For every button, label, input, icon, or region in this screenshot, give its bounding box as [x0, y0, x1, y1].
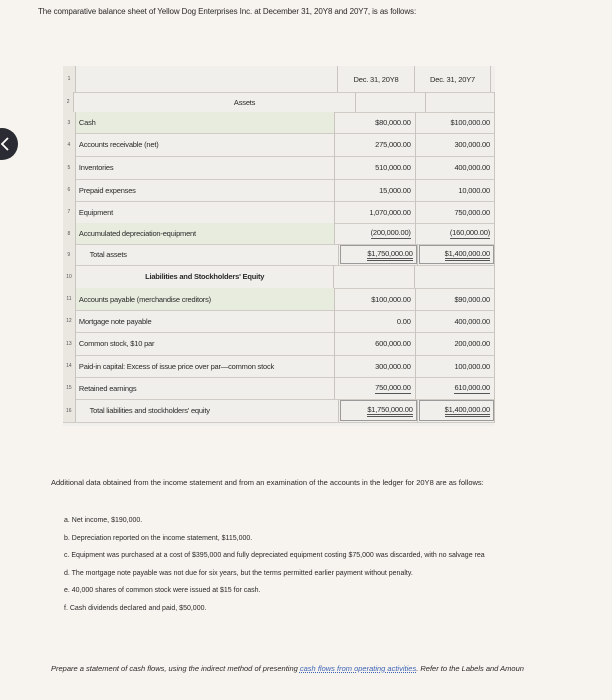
- value-2017-text: $90,000.00: [454, 294, 490, 304]
- row-label: Mortgage note payable: [76, 310, 336, 332]
- table-row: [63, 133, 495, 157]
- value-2018-text: (200,000.00): [370, 228, 411, 237]
- value-2018-text: $100,000.00: [371, 294, 411, 304]
- value-2017: [416, 201, 495, 223]
- row-number: 16: [63, 399, 76, 422]
- assets-heading-row: [63, 92, 495, 113]
- chevron-left-icon: [0, 137, 11, 151]
- value-2017: [416, 355, 495, 377]
- value-2017-text: $1,400,000.00: [445, 249, 490, 261]
- value-2018-text: 0.00: [396, 316, 411, 326]
- value-2017-text: 610,000.00: [454, 382, 490, 392]
- value-2018-text: 510,000.00: [375, 163, 411, 172]
- row-number: 12: [63, 310, 76, 332]
- row-number: 3: [63, 112, 76, 133]
- value-2018: [335, 156, 415, 179]
- value-2018: [335, 179, 415, 201]
- value-2017: [416, 112, 495, 133]
- row-label: Liabilities and Stockholders' Equity: [76, 265, 334, 288]
- value-2017-text: 200,000.00: [454, 339, 490, 348]
- table-row: [63, 332, 495, 356]
- value-2017: [416, 288, 495, 310]
- list-item: f. Cash dividends declared and paid, $50,000.: [64, 604, 207, 612]
- value-2017-text: 300,000.00: [454, 140, 490, 149]
- table-row: [63, 399, 495, 423]
- back-button[interactable]: [0, 128, 18, 160]
- value-2018-text: $1,750,000.00: [367, 249, 412, 261]
- table-row: [63, 156, 495, 180]
- value-2018: [335, 355, 415, 377]
- table-row: [63, 244, 495, 266]
- table-row: [63, 223, 495, 245]
- row-number: 1: [63, 66, 76, 92]
- operating-activities-link[interactable]: cash flows from operating activities: [299, 664, 417, 673]
- instruction-before: Prepare a statement of cash flows, using the indirect method of presenting: [51, 664, 300, 673]
- value-2018-text: $80,000.00: [375, 118, 411, 127]
- value-2018: [335, 332, 415, 355]
- value-2018: [335, 133, 415, 156]
- instruction-after: . Refer to the Labels and Amoun: [416, 664, 524, 673]
- row-label: Cash: [76, 112, 336, 133]
- row-number: 4: [63, 133, 76, 156]
- value-2018-text: 1,070,000.00: [369, 207, 411, 217]
- value-2018: [339, 399, 417, 422]
- table-row: [63, 265, 495, 289]
- row-number: 7: [63, 201, 76, 223]
- value-2018: [339, 244, 417, 265]
- row-number: 2: [63, 92, 74, 112]
- value-2017: [416, 156, 495, 179]
- list-item: a. Net income, $190,000.: [64, 517, 143, 524]
- assets-heading: Assets: [74, 92, 356, 112]
- value-2017: [418, 399, 495, 422]
- row-label: Prepaid expenses: [76, 179, 336, 201]
- value-2017-text: 400,000.00: [454, 316, 490, 326]
- value-2018: [335, 112, 415, 133]
- value-2018-text: 600,000.00: [375, 339, 411, 348]
- row-number: 9: [63, 244, 76, 265]
- value-2017: [415, 265, 495, 288]
- row-label: Common stock, $10 par: [76, 332, 336, 355]
- value-2018: [334, 265, 415, 288]
- value-2017-text: (160,000.00): [449, 228, 490, 237]
- value-cell: [356, 92, 426, 112]
- row-number: 10: [63, 265, 76, 288]
- value-2017-text: 100,000.00: [454, 361, 490, 371]
- row-number: 15: [63, 377, 76, 399]
- value-2017-text: 10,000.00: [458, 185, 490, 195]
- list-item: d. The mortgage note payable was not due for six years, but the terms permitted earlier payment without penalty.: [64, 569, 413, 577]
- row-number: 6: [63, 179, 76, 201]
- table-row: [63, 179, 495, 202]
- problem-intro: The comparative balance sheet of Yellow Dog Enterprises Inc. at December 31, 20Y8 and 20Y7, is as follows:: [38, 7, 417, 16]
- instruction-text: [51, 664, 524, 673]
- row-label: Retained earnings: [76, 377, 336, 399]
- row-label: Accumulated depreciation-equipment: [76, 223, 336, 244]
- column-header-2018: Dec. 31, 20Y8: [338, 66, 415, 92]
- list-item: e. 40,000 shares of common stock were issued at $15 for cash.: [64, 587, 261, 594]
- header-row: [63, 66, 495, 93]
- value-2017-text: $1,400,000.00: [445, 405, 490, 417]
- additional-data-list: [64, 512, 485, 617]
- table-row: [63, 112, 495, 134]
- header-label-cell: [76, 66, 338, 92]
- value-2017: [416, 179, 495, 201]
- row-label: Equipment: [76, 201, 336, 223]
- table-row: [63, 355, 495, 378]
- table-row: [63, 377, 495, 400]
- row-number: 11: [63, 288, 76, 310]
- value-2018-text: 750,000.00: [375, 382, 411, 392]
- value-cell: [426, 92, 495, 112]
- value-2017: [416, 377, 495, 399]
- value-2017: [416, 332, 495, 355]
- value-2017: [416, 223, 495, 244]
- row-label: Accounts receivable (net): [76, 133, 336, 156]
- value-2018: [335, 310, 415, 332]
- row-label: Total assets: [76, 244, 340, 265]
- table-row: [63, 288, 495, 311]
- value-2017: [416, 133, 495, 156]
- column-header-2017: Dec. 31, 20Y7: [415, 66, 491, 92]
- value-2018-text: 300,000.00: [375, 361, 411, 371]
- additional-data-heading: Additional data obtained from the income statement and from an examination of the accounts in the ledger for 20Y8 are as follows:: [51, 478, 484, 487]
- row-number: 13: [63, 332, 76, 355]
- row-label: Inventories: [76, 156, 336, 179]
- table-row: [63, 310, 495, 333]
- row-number: 8: [63, 223, 76, 244]
- value-2018: [335, 288, 415, 310]
- value-2018-text: $1,750,000.00: [367, 405, 412, 417]
- value-2017-text: 400,000.00: [454, 163, 490, 172]
- value-2018-text: 15,000.00: [379, 185, 411, 195]
- value-2017: [416, 310, 495, 332]
- row-label: Paid-in capital: Excess of issue price over par—common stock: [76, 355, 336, 377]
- table-row: [63, 201, 495, 224]
- value-2017-text: $100,000.00: [450, 118, 490, 127]
- list-item: c. Equipment was purchased at a cost of $395,000 and fully depreciated equipment costing $75,000 was discarded, with no salvage rea: [64, 552, 485, 559]
- balance-sheet-table: [63, 66, 495, 426]
- value-2018-text: 275,000.00: [375, 140, 411, 149]
- row-number: 5: [63, 156, 76, 179]
- row-label: Total liabilities and stockholders' equity: [76, 399, 340, 422]
- row-number: 14: [63, 355, 76, 377]
- value-2017: [418, 244, 495, 265]
- list-item: b. Depreciation reported on the income statement, $115,000.: [64, 534, 253, 542]
- value-2018: [335, 377, 415, 399]
- row-label: Accounts payable (merchandise creditors): [76, 288, 336, 310]
- value-2018: [335, 201, 415, 223]
- value-2017-text: 750,000.00: [454, 207, 490, 217]
- value-2018: [335, 223, 415, 244]
